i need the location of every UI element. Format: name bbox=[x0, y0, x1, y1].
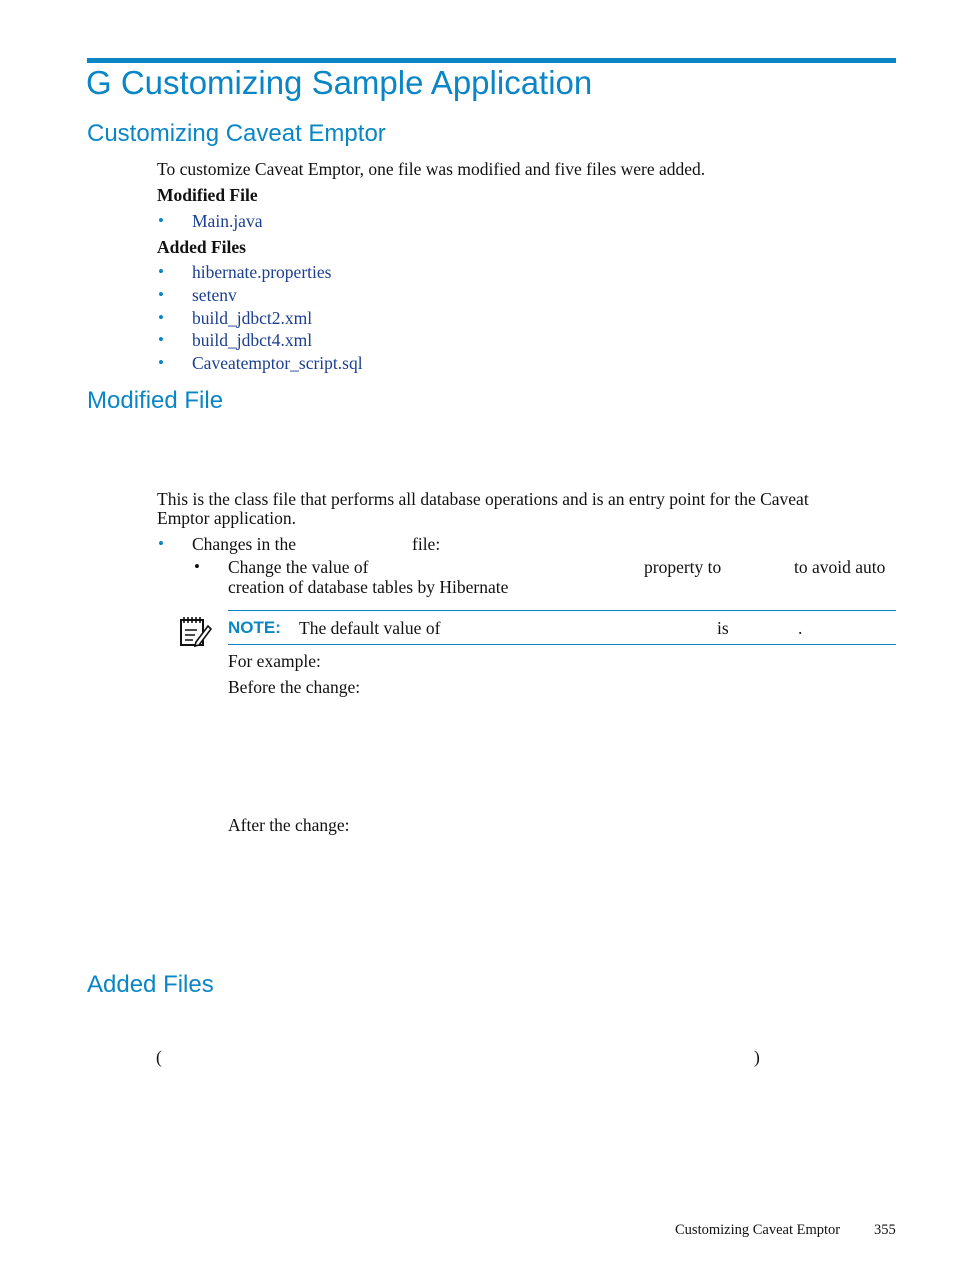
chapter-title: G Customizing Sample Application bbox=[86, 64, 593, 101]
intro-paragraph: To customize Caveat Emptor, one file was modified and five files were added. bbox=[157, 159, 706, 179]
changes-bullet-file-text: file: bbox=[412, 534, 441, 554]
note-text-part1: The default value of bbox=[299, 618, 441, 638]
before-change-text: Before the change: bbox=[228, 677, 361, 697]
added-file-link[interactable]: Caveatemptor_script.sql bbox=[192, 353, 363, 373]
bullet-icon: • bbox=[158, 308, 164, 327]
close-paren: ) bbox=[754, 1047, 760, 1067]
added-file-link[interactable]: build_jdbct4.xml bbox=[192, 330, 313, 350]
note-bottom-rule bbox=[228, 644, 896, 645]
note-top-rule bbox=[228, 610, 896, 611]
bullet-icon: • bbox=[158, 262, 164, 281]
note-text-part3: . bbox=[798, 618, 803, 638]
bullet-icon: • bbox=[158, 353, 164, 372]
sub-bullet-text-part2: property to bbox=[644, 557, 722, 577]
class-file-paragraph-line2: Emptor application. bbox=[157, 508, 296, 528]
section-title-added-files: Added Files bbox=[87, 971, 214, 998]
chapter-top-rule bbox=[87, 58, 896, 63]
bullet-icon: • bbox=[158, 534, 164, 553]
sub-bullet-text-line2: creation of database tables by Hibernate bbox=[228, 577, 509, 597]
added-file-link[interactable]: setenv bbox=[192, 285, 237, 305]
after-change-text: After the change: bbox=[228, 815, 350, 835]
note-label: NOTE: bbox=[228, 618, 281, 637]
added-file-link[interactable]: hibernate.properties bbox=[192, 262, 332, 282]
section-title-modified-file: Modified File bbox=[87, 387, 224, 414]
modified-file-link[interactable]: Main.java bbox=[192, 211, 263, 231]
sub-bullet-text-part1: Change the value of bbox=[228, 557, 369, 577]
for-example-text: For example: bbox=[228, 651, 321, 671]
footer-running-title: Customizing Caveat Emptor bbox=[675, 1222, 841, 1238]
bullet-icon: • bbox=[158, 285, 164, 304]
sub-bullet-icon: • bbox=[194, 557, 200, 576]
bullet-icon: • bbox=[158, 211, 164, 230]
section-title-customizing: Customizing Caveat Emptor bbox=[87, 120, 386, 147]
added-file-link[interactable]: build_jdbct2.xml bbox=[192, 308, 313, 328]
added-files-label: Added Files bbox=[157, 237, 246, 257]
footer-page-number: 355 bbox=[874, 1222, 896, 1238]
modified-file-label: Modified File bbox=[157, 185, 258, 205]
sub-bullet-text-part3: to avoid auto bbox=[794, 557, 886, 577]
class-file-paragraph-line1: This is the class file that performs all database operations and is an entry point for the Caveat bbox=[157, 489, 809, 509]
note-text-part2: is bbox=[717, 618, 729, 638]
open-paren: ( bbox=[156, 1047, 162, 1067]
changes-bullet-text: Changes in the bbox=[192, 534, 297, 554]
note-icon bbox=[178, 614, 212, 648]
bullet-icon: • bbox=[158, 330, 164, 349]
